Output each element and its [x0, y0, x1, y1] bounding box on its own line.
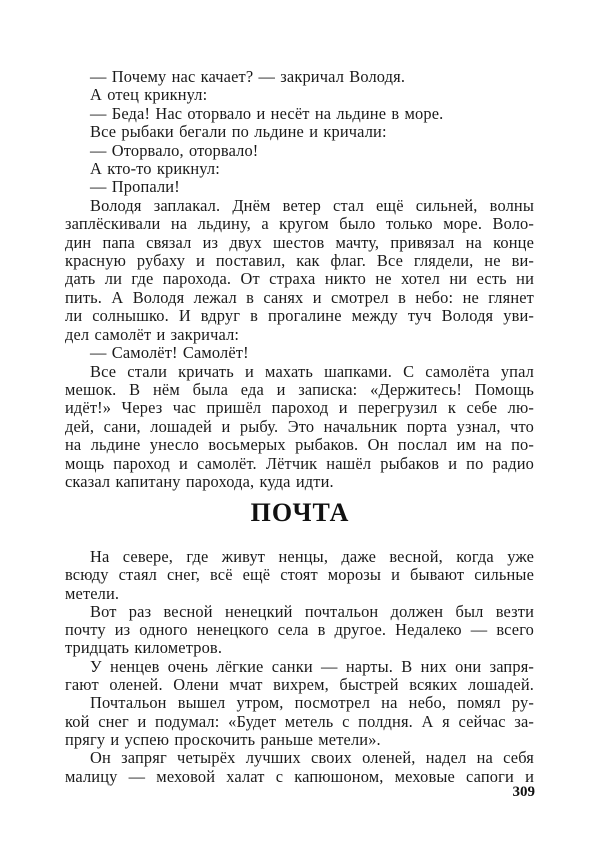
- text-line: мешок. В нём была еда и записка: «Держитесь! Помощь: [65, 379, 534, 399]
- text-line: — Оторвало, оторвало!: [90, 140, 259, 160]
- text-line: тридцать километров.: [65, 638, 223, 658]
- text-line: Володя заплакал. Днём ветер стал ещё сильней, волны: [90, 195, 534, 215]
- text-line: малицу — меховой халат с капюшоном, меховые сапоги и: [65, 766, 534, 786]
- new-story-body: [65, 548, 534, 786]
- text-line: пить. А Володя лежал в санях и смотрел в небо: не глянет: [65, 287, 534, 307]
- text-line: — Пропали!: [90, 177, 180, 197]
- text-line: красную рубаху и поставил, как флаг. Все глядели, не ви-: [65, 251, 534, 271]
- text-line: — Самолёт! Самолёт!: [90, 343, 249, 363]
- text-line: дел самолёт и закричал:: [65, 324, 240, 344]
- text-line: Все рыбаки бегали по льдине и кричали:: [90, 122, 387, 142]
- text-line: — Беда! Нас оторвало и несёт на льдине в море.: [90, 103, 444, 123]
- page-number: 309: [512, 784, 535, 800]
- text-line: идёт!» Через час пришёл пароход и перегрузил к себе лю-: [65, 398, 534, 418]
- text-line: сказал капитану парохода, куда идти.: [65, 471, 334, 491]
- text-line: У ненцев очень лёгкие санки — нарты. В них они запря-: [90, 656, 534, 676]
- text-line: ли солнышко. И вдруг в прогалине между туч Володя уви-: [65, 306, 534, 326]
- text-line: мощь пароход и самолёт. Лётчик нашёл рыбаков и по радио: [65, 453, 534, 473]
- text-line: — Почему нас качает? — закричал Володя.: [90, 67, 406, 86]
- text-line: дать ли где парохода. От страха никто не хотел ни есть ни: [65, 269, 534, 289]
- text-line: Все стали кричать и махать шапками. С самолёта упал: [90, 361, 534, 381]
- story-title: ПОЧТА: [250, 498, 350, 527]
- text-line: почту из одного ненецкого села в другое. Недалеко — всего: [65, 620, 534, 640]
- text-line: на льдине унесло восьмерых рыбаков. Он послал им на по-: [65, 435, 534, 455]
- story-continuation: [65, 68, 534, 491]
- text-line: прягу и успею проскочить раньше метели».: [65, 729, 381, 749]
- text-line: кой снег и подумал: «Будет метель с полдня. А я сейчас за-: [65, 711, 534, 731]
- text-line: Почтальон вышел утром, посмотрел на небо, помял ру-: [90, 693, 534, 713]
- text-line: А отец крикнул:: [90, 85, 208, 105]
- text-line: Он запряг четырёх лучших своих оленей, надел на себя: [90, 748, 534, 768]
- text-line: заплёскивали на льдину, а кругом было только море. Воло-: [65, 214, 534, 234]
- text-line: гают оленей. Олени мчат вихрем, быстрей всяких лошадей.: [65, 675, 534, 695]
- text-line: На севере, где живут ненцы, даже весной, когда уже: [90, 547, 534, 566]
- text-line: Вот раз весной ненецкий почтальон должен был везти: [90, 601, 534, 621]
- text-line: дин папа связал из двух шестов мачту, привязал на конце: [65, 232, 534, 252]
- text-line: А кто-то крикнул:: [90, 159, 220, 179]
- text-line: всюду стаял снег, всё ещё стоят морозы и бывают сильные: [65, 565, 534, 585]
- text-line: метели.: [65, 583, 120, 603]
- text-line: дей, сани, лошадей и рыбу. Это начальник порта узнал, что: [65, 416, 534, 436]
